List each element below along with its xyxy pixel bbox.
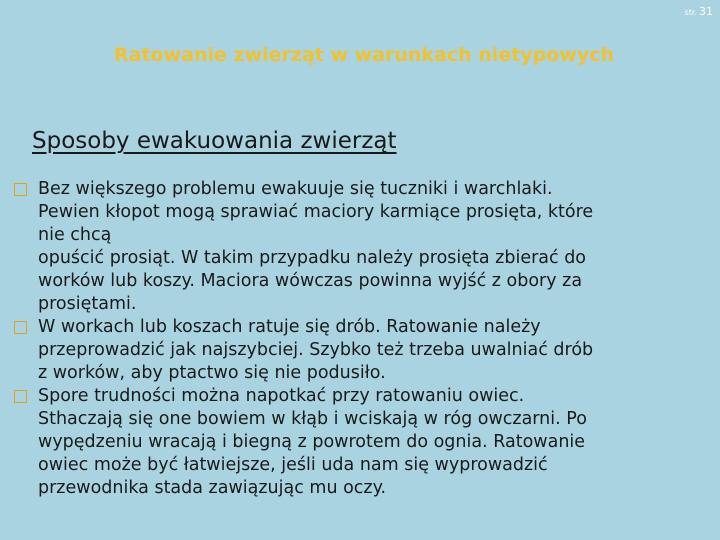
bullet-line: przewodnika stada zawiązując mu oczy. (38, 478, 387, 498)
bullet-line: Bez większego problemu ewakuuje się tuczniki i warchlaki. (38, 179, 553, 199)
bullet-item (14, 316, 702, 385)
bullet-line: nie chcą (38, 225, 112, 245)
bullet-line: Spore trudności można napotkać przy ratowaniu owiec. (38, 386, 525, 406)
bullet-line: Pewien kłopot mogą sprawiać maciory karmiące prosięta, które (38, 202, 594, 222)
square-bullet-icon (14, 390, 27, 403)
bullet-line: przeprowadzić jak najszybciej. Szybko też trzeba uwalniać drób (38, 340, 594, 360)
slide-title: Ratowanie zwierząt w warunkach nietypowych (114, 44, 615, 66)
bullet-line: z worków, aby ptactwo się nie podusiło. (38, 363, 386, 383)
bullet-line: Sthaczają się one bowiem w kłąb i wciskają w róg owczarni. Po (38, 409, 587, 429)
bullet-line: W workach lub koszach ratuje się drób. Ratowanie należy (38, 317, 541, 337)
page-number-prefix: str. (684, 8, 697, 17)
bullet-item (14, 178, 702, 316)
bullet-item (14, 385, 702, 500)
bullet-line: opuścić prosiąt. W takim przypadku należy prosięta zbierać do (38, 248, 587, 268)
bullet-line: prosiętami. (38, 294, 137, 314)
page-number (685, 5, 713, 18)
square-bullet-icon (14, 321, 27, 334)
bullet-line: worków lub koszy. Maciora wówczas powinna wyjść z obory za (38, 271, 583, 291)
square-bullet-icon (14, 183, 27, 196)
bullet-line: owiec może być łatwiejsze, jeśli uda nam się wyprowadzić (38, 455, 548, 475)
bullet-line: wypędzeniu wracają i biegną z powrotem do ognia. Ratowanie (38, 432, 586, 452)
section-heading: Sposoby ewakuowania zwierząt (32, 128, 397, 154)
page-number-value: 31 (699, 5, 713, 18)
bullet-list (14, 178, 702, 500)
